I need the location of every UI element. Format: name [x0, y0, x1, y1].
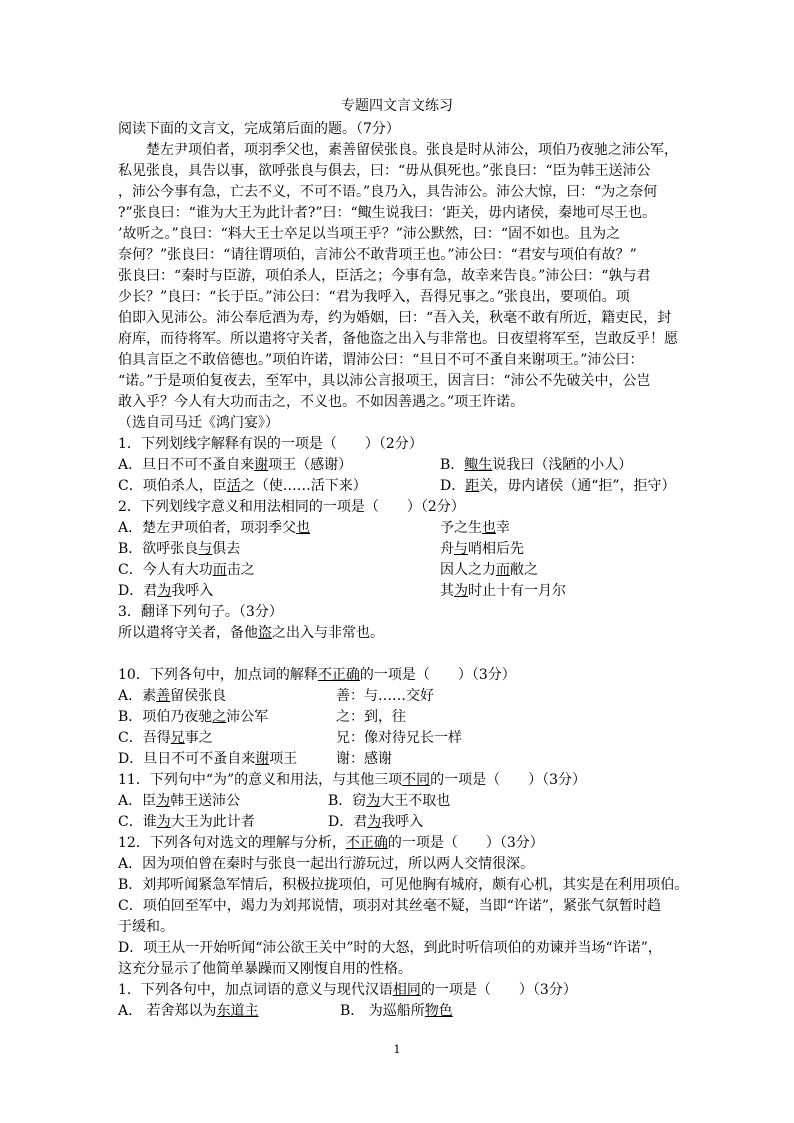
page-title: 专题四文言文练习 — [341, 98, 453, 114]
question-11-stem: 11．下列句中“为”的意义和用法，与其他三项不同的一项是（ ）（3分） — [118, 772, 587, 788]
passage-line: 少长？”良曰：“长于臣。”沛公曰：“君为我呼入，吾得兄事之。”张良出，要项伯。项 — [118, 289, 630, 305]
passage-line: 奈何？”张良曰：“请往谓项伯，言沛公不敢背项王也。”沛公曰：“君安与项伯有故？” — [118, 247, 637, 263]
question-2-option: A．楚左尹项伯者，项羽季父也 予之生也幸 — [118, 520, 510, 536]
question-12-option: C．项伯回至军中，竭力为刘邦说情，项羽对其丝毫不疑，当即“许诺”，紧张气氛暂时趋 — [118, 898, 662, 914]
question-10-option: C．吾得兄事之 兄：像对待兄长一样 — [118, 730, 462, 746]
passage-line: ’故听之。”良曰：“料大王士卒足以当项王乎？”沛公默然，曰：“固不如也。且为之 — [118, 226, 621, 242]
classical-passage — [118, 140, 689, 1022]
option-d: D．距关，毋内诸侯（通“拒”，拒守） — [440, 478, 676, 494]
passage-line: 楚左尹项伯者，项羽季父也，素善留侯张良。张良是时从沛公，项伯乃夜驰之沛公军， — [146, 142, 678, 158]
question-10-option: D．旦日不可不蚤自来谢项王 谢：感谢 — [118, 751, 392, 767]
passage-source: （选自司马迁《鸿门宴》） — [118, 415, 279, 431]
passage-line: ，沛公今事有急，亡去不义，不可不语。”良乃入，具告沛公。沛公大惊，曰：“为之奈何 — [118, 184, 658, 200]
question-3-sentence: 所以遣将守关者，备他盗之出入与非常也。 — [118, 625, 384, 641]
page-number: 1 — [393, 1043, 401, 1056]
passage-line: 府库，而待将军。所以遣将守关者，备他盗之出入与非常也。日夜望将军至，岂敢反乎！愿 — [118, 331, 678, 347]
question-12-option: 于缓和。 — [118, 919, 174, 935]
question-2-option: D．君为我呼入 其为时止十有一月尔 — [118, 583, 566, 599]
question-1-options-ab — [118, 455, 678, 476]
question-last-options: A． 若舍郑以为东道主 B． 为巡船所物色 — [118, 1003, 453, 1019]
instructions: 阅读下面的文言文，完成第后面的题。（7分） — [118, 121, 400, 137]
question-last-stem: 1．下列各句中，加点词语的意义与现代汉语相同的一项是（ ）（3分） — [118, 982, 577, 998]
question-11-options-cd: C．谁为大王为此计者 D．君为我呼入 — [118, 814, 424, 830]
passage-line: 伯具言臣之不敢倍德也。”项伯许诺，谓沛公曰：“旦日不可不蚤自来谢项王。”沛公曰： — [118, 352, 644, 368]
passage-line: “诺。”于是项伯复夜去，至军中，具以沛公言报项王，因言曰：“沛公不先破关中，公岂 — [118, 373, 651, 389]
question-2-option: B．欲呼张良与俱去 舟与哨相后先 — [118, 541, 524, 557]
question-12-option: A．因为项伯曾在秦时与张良一起出行游玩过，所以两人交情很深。 — [118, 856, 535, 872]
question-10-stem: 10．下列各句中，加点词的解释不正确的一项是（ ）（3分） — [118, 667, 516, 683]
passage-line: 伯即入见沛公。沛公奉卮酒为寿，约为婚姻，曰：“吾入关，秋毫不敢有所近，籍吏民，封 — [118, 310, 672, 326]
passage-line: ?”张良曰：“谁为大王为此计者?”曰：“鲰生说我曰：‘距关，毋内诸侯，秦地可尽王也。 — [118, 205, 657, 221]
question-1-options-cd — [118, 476, 678, 497]
question-12-option: B．刘邦听闻紧急军情后，积极拉拢项伯，可见他胸有城府，颇有心机，其实是在利用项伯。 — [118, 877, 689, 893]
spacer — [118, 644, 678, 665]
question-10-option: B．项伯乃夜驰之沛公军 之：到，往 — [118, 709, 406, 725]
question-10-option: A．素善留侯张良 善：与……交好 — [118, 688, 434, 704]
option-c: C．项伯杀人，臣活之（使……活下来） — [118, 478, 367, 494]
question-11-options-ab: A．臣为韩王送沛公 B．窃为大王不取也 — [118, 793, 451, 809]
question-12-stem: 12．下列各句对选文的理解与分析，不正确的一项是（ ）（3分） — [118, 835, 544, 851]
question-12-option: 这充分显示了他简单暴躁而又刚愎自用的性格。 — [118, 961, 412, 977]
question-3-stem: 3．翻译下列句子。（3分） — [118, 604, 283, 620]
passage-line: 张良曰：“秦时与臣游，项伯杀人，臣活之；今事有急，故幸来告良。”沛公曰：“孰与君 — [118, 268, 651, 284]
option-b: B．鲰生说我曰（浅陋的小人） — [440, 457, 633, 473]
question-2-stem: 2．下列划线字意义和用法相同的一项是（ ）（2分） — [118, 499, 465, 515]
passage-line: 敢入乎？今人有大功而击之，不义也。不如因善遇之。”项王许诺。 — [118, 394, 525, 410]
option-a: A．旦日不可不蚤自来谢项王（感谢） — [118, 457, 353, 473]
passage-line: 私见张良，具告以事，欲呼张良与俱去，曰：“毋从俱死也。”张良曰：“臣为韩王送沛公 — [118, 163, 651, 179]
question-2-option: C．今人有大功而击之 因人之力而敝之 — [118, 562, 538, 578]
question-1-stem: 1．下列划线字解释有误的一项是（ ）（2分） — [118, 436, 423, 452]
question-12-option: D．项王从一开始听闻“沛公欲王关中”时的大怒，到此时听信项伯的劝谏并当场“许诺”， — [118, 940, 662, 956]
